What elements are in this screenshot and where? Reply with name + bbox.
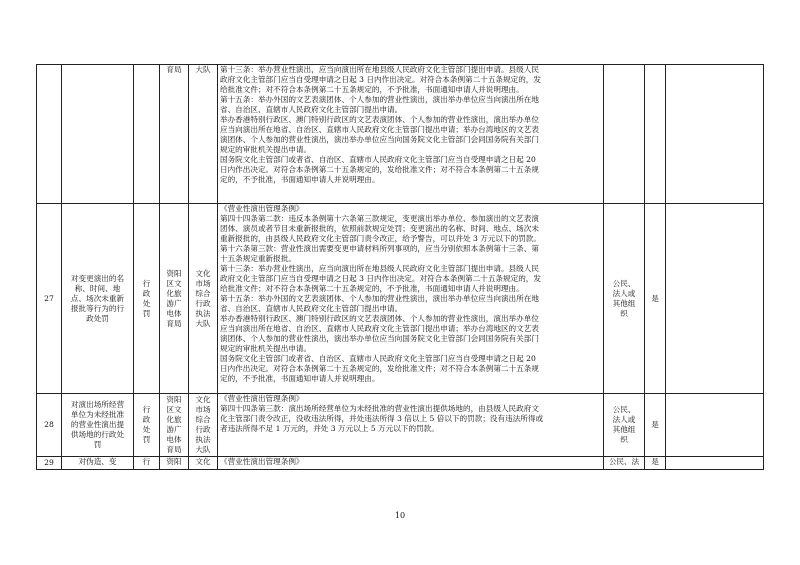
cell-name: 对演出场所经营单位为未经批准的营业性演出提供场地的行政处罚: [62, 394, 134, 457]
cell-type: [134, 65, 160, 204]
basis-line: 《营业性演出管理条例》: [220, 204, 304, 213]
cell-flag: [645, 65, 666, 204]
basis-line: 第十三条：举办营业性演出，应当向演出所在地县级人民政府文化主管部门提出申请。县级人民: [220, 264, 539, 273]
cell-flag: 是: [645, 394, 666, 457]
cell-dept: 育局: [160, 65, 189, 204]
cell-type: 行政处罚: [134, 204, 160, 394]
cell-type: 行政处罚: [134, 394, 160, 457]
basis-line: 《营业性演出管理条例》: [220, 457, 304, 466]
basis-line: 演团体、个人参加的营业性演出，演出举办单位应当向国务院文化主管部门会同国务院有关部门: [220, 135, 539, 144]
basis-line: 给批准文件；对不符合本条例第二十五条规定的，不予批准，书面通知申请人并说明理由。: [220, 284, 524, 293]
basis-line: 给批准文件；对不符合本条例第二十五条规定的，不予批准，书面通知申请人并说明理由。: [220, 85, 524, 94]
cell-target: 公民、法: [604, 457, 645, 470]
basis-line: 第十五条：举办外国的文艺表演团体、个人参加的营业性演出，演出举办单位应当向演出所在地: [220, 294, 539, 303]
cell-basis: [218, 204, 604, 394]
basis-line: 规定的审批机关提出申请。: [220, 344, 312, 353]
basis-line: 应当向演出所在地省、自治区、直辖市人民政府文化主管部门提出申请；举办台湾地区的文艺表: [220, 324, 539, 333]
cell-dept: 资阳区文化旅游广电体育局: [160, 394, 189, 457]
basis-line: 化主管部门责令改正，没收违法所得，并处违法所得 3 倍以上 5 倍以下的罚款；没有违法所得或: [220, 414, 544, 423]
basis-line: 省、自治区、直辖市人民政府文化主管部门提出申请。: [220, 304, 403, 313]
cell-num: 28: [37, 394, 62, 457]
cell-exec: 文化市场综合行政执法大队: [189, 204, 218, 394]
table-row: [37, 65, 764, 204]
basis-line: 日内作出决定。对符合本条例第二十五条规定的，发给批准文件；对不符合本条例第二十五条规: [220, 364, 539, 373]
basis-line: 十五条规定重新报批。: [220, 254, 296, 263]
table-row: [37, 457, 764, 470]
basis-line: 政府文化主管部门应当自受理申请之日起 3 日内作出决定。对符合本条例第二十五条规定的，发: [220, 75, 541, 84]
table-row: [37, 394, 764, 457]
cell-flag: 是: [645, 204, 666, 394]
cell-name: [62, 65, 134, 204]
basis-line: 日内作出决定。对符合本条例第二十五条规定的，发给批准文件；对不符合本条例第二十五条规: [220, 165, 539, 174]
cell-note: [666, 394, 764, 457]
basis-line: 演团体、个人参加的营业性演出，演出举办单位应当向国务院文化主管部门会同国务院有关部门: [220, 334, 539, 343]
cell-basis: [218, 65, 604, 204]
basis-line: 举办香港特别行政区、澳门特别行政区的文艺表演团体、个人参加的营业性演出，演出举办单位: [220, 314, 539, 323]
cell-basis: [218, 394, 604, 457]
cell-exec: 大队: [189, 65, 218, 204]
basis-line: 政府文化主管部门应当自受理申请之日起 3 日内作出决定。对符合本条例第二十五条规定的，发: [220, 274, 541, 283]
basis-line: 第十五条：举办外国的文艺表演团体、个人参加的营业性演出，演出举办单位应当向演出所在地: [220, 95, 539, 104]
cell-target: [604, 65, 645, 204]
basis-line: 第四十四条第三款：演出场所经营单位为未经批准的营业性演出提供场地的，由县级人民政府文: [220, 404, 539, 413]
page-number: 10: [394, 511, 406, 520]
cell-target: 公民、法人或其他组织: [604, 394, 645, 457]
cell-note: [666, 65, 764, 204]
cell-name: 对变更演出的名称、时间、地点、场次未重新报批等行为的行政处罚: [62, 204, 134, 394]
cell-target: 公民、法人或其他组织: [604, 204, 645, 394]
cell-note: [666, 457, 764, 470]
basis-line: 第十六条第三款：营业性演出需要变更申请材料所列事项的，应当分别依照本条例第十三条、第: [220, 244, 539, 253]
cell-exec: 文化: [189, 457, 218, 470]
cell-type: 行: [134, 457, 160, 470]
cell-note: [666, 204, 764, 394]
basis-line: 第十三条：举办营业性演出，应当向演出所在地县级人民政府文化主管部门提出申请。县级人民: [220, 65, 539, 74]
cell-num: 27: [37, 204, 62, 394]
cell-dept: 资阳: [160, 457, 189, 470]
cell-flag: 是: [645, 457, 666, 470]
basis-line: 者违法所得不足 1 万元的，并处 3 万元以上 5 万元以下的罚款。: [220, 424, 439, 433]
table-row: [37, 204, 764, 394]
cell-num: [37, 65, 62, 204]
cell-num: 29: [37, 457, 62, 470]
basis-line: 《营业性演出管理条例》: [220, 394, 304, 403]
cell-exec: 文化市场综合行政执法大队: [189, 394, 218, 457]
basis-line: 重新报批的，由县级人民政府文化主管部门责令改正，给予警告，可以并处 3 万元以下的罚款。: [220, 234, 541, 243]
basis-line: 定的，不予批准，书面通知申请人并说明理由。: [220, 175, 380, 184]
basis-line: 举办香港特别行政区、澳门特别行政区的文艺表演团体、个人参加的营业性演出，演出举办单位: [220, 115, 539, 124]
basis-line: 应当向演出所在地省、自治区、直辖市人民政府文化主管部门提出申请；举办台湾地区的文艺表: [220, 125, 539, 134]
basis-line: 国务院文化主管部门或者省、自治区、直辖市人民政府文化主管部门应当自受理申请之日起 20: [220, 354, 536, 363]
cell-name: 对伪造、变: [62, 457, 134, 470]
cell-basis: [218, 457, 604, 470]
basis-line: 定的，不予批准，书面通知申请人并说明理由。: [220, 374, 380, 383]
basis-line: 第四十四条第二款：违反本条例第十六条第三款规定，变更演出举办单位、参加演出的文艺表演: [220, 214, 539, 223]
basis-line: 规定的审批机关提出申请。: [220, 145, 312, 154]
enforcement-table: [36, 64, 764, 470]
cell-dept: 资阳区文化旅游广电体育局: [160, 204, 189, 394]
basis-line: 团体、演员或者节目未重新报批的，依照前款规定处罚；变更演出的名称、时间、地点、场次未: [220, 224, 539, 233]
basis-line: 国务院文化主管部门或者省、自治区、直辖市人民政府文化主管部门应当自受理申请之日起 20: [220, 155, 536, 164]
basis-line: 省、自治区、直辖市人民政府文化主管部门提出申请。: [220, 105, 403, 114]
